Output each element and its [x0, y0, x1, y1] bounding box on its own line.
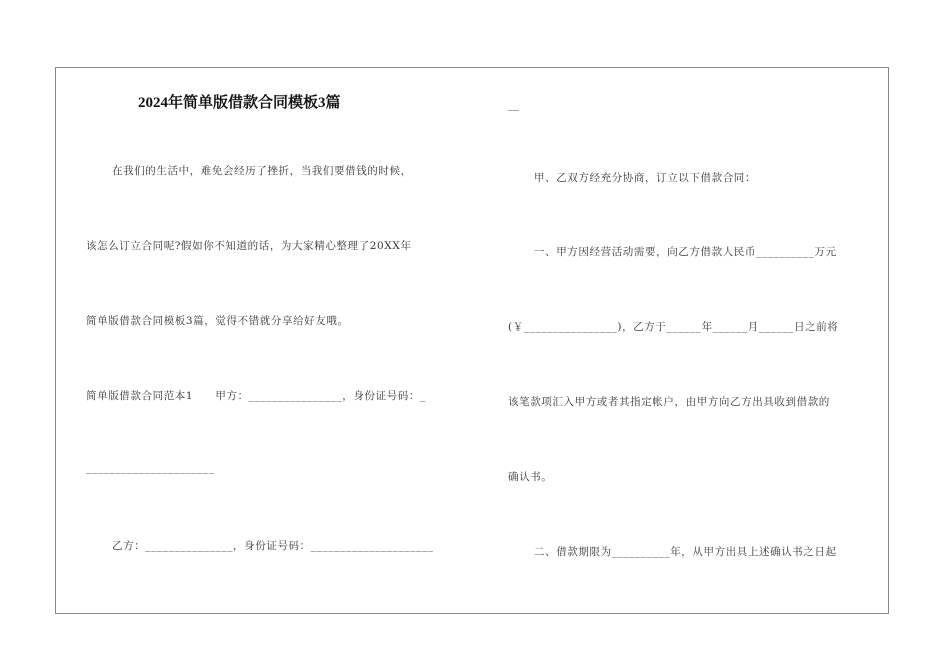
left-line-2: 该怎么订立合同呢?假如你不知道的话，为大家精心整理了20XX年: [86, 240, 412, 252]
right-line-3: (￥________________)，乙方于______年______月______日之前将: [508, 321, 839, 333]
left-line-3: 简单版借款合同模板3篇，觉得不错就分享给好友哦。: [86, 315, 349, 327]
left-line-6: 乙方：_______________，身份证号码：_____________________: [112, 540, 434, 552]
right-line-4: 该笔款项汇入甲方或者其指定帐户，由甲方向乙方出具收到借款的: [508, 396, 830, 408]
left-line-4: 简单版借款合同范本1 甲方：________________，身份证号码：_: [86, 390, 426, 402]
document-page: [55, 67, 889, 614]
header-mark: __: [508, 98, 519, 111]
document-title: 2024年简单版借款合同模板3篇: [138, 95, 341, 111]
left-line-1: 在我们的生活中，难免会经历了挫折，当我们要借钱的时候，: [112, 165, 412, 177]
right-line-1: 甲、乙双方经充分协商，订立以下借款合同：: [534, 172, 756, 184]
right-line-6: 二、借款期限为__________年，从甲方出具上述确认书之日起: [534, 546, 837, 558]
right-line-2: 一、甲方因经营活动需要，向乙方借款人民币__________万元: [534, 246, 837, 258]
left-line-5: ______________________: [86, 462, 215, 474]
right-line-5: 确认书。: [508, 471, 553, 483]
